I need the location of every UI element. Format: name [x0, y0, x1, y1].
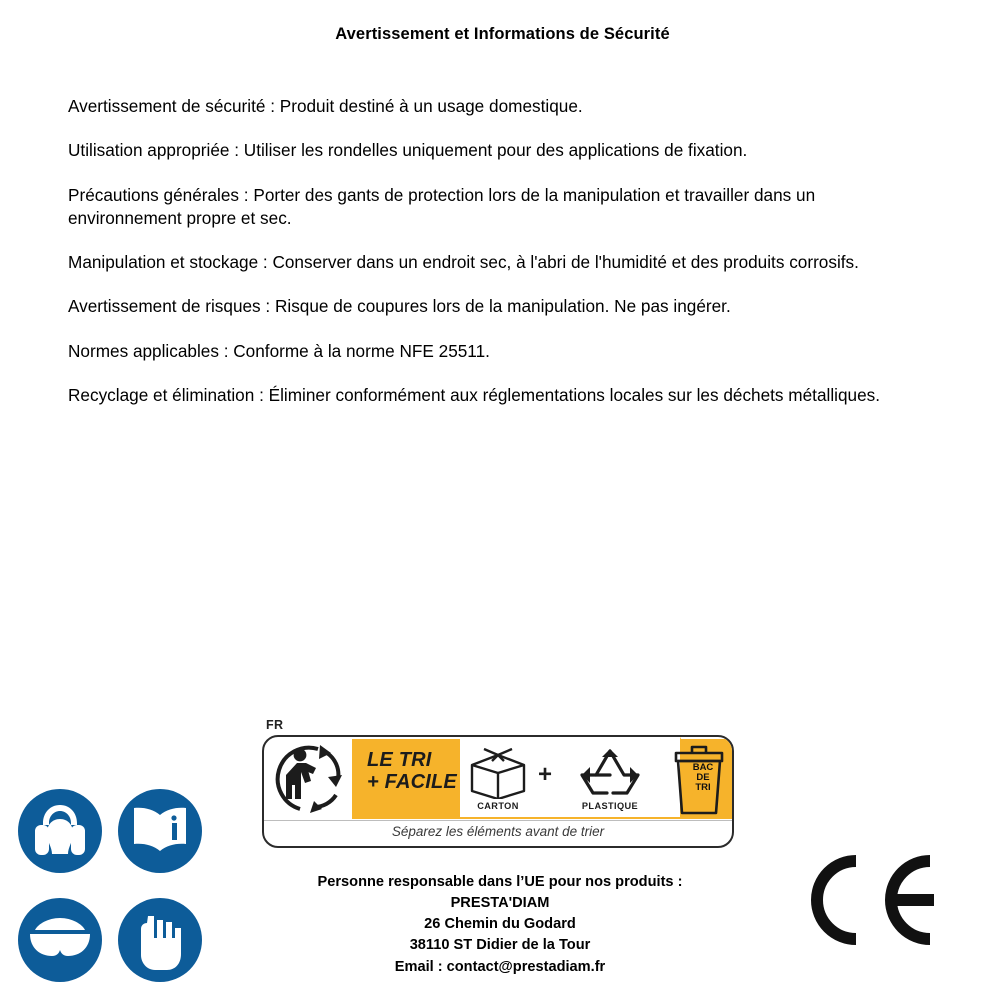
paragraph-proper-use: Utilisation appropriée : Utiliser les rondelles uniquement pour des applications de fixation.: [68, 140, 748, 161]
read-instructions-icon: [118, 789, 202, 873]
waste-bin-label-line1: BAC: [692, 762, 714, 773]
paragraph-general-precautions: Précautions générales : Porter des gants de protection lors de la manipulation et travailler dans un environnement propre et sec.: [68, 184, 816, 228]
responsible-eu: UE: [524, 874, 545, 890]
triman-headline: [367, 749, 459, 794]
triman-divider: [264, 820, 732, 821]
ear-protection-icon: [18, 789, 102, 873]
protective-gloves-icon: [118, 898, 202, 982]
waste-bin-label: [682, 763, 724, 793]
responsible-prefix: Personne responsable dans l’: [317, 874, 525, 890]
paragraph-safety-warning: Avertissement de sécurité : Produit destiné à un usage domestique.: [68, 96, 583, 117]
waste-bin-label-line3: TRI: [695, 781, 711, 793]
triman-country-code: FR: [266, 718, 284, 732]
ce-mark-icon: [800, 855, 940, 945]
triman-footer-text: Séparez les éléments avant de trier: [391, 824, 605, 839]
plastique-icon: [566, 743, 654, 817]
paragraph-applicable-standards: Normes applicables : Conforme à la norme NFE 25511.: [68, 340, 490, 361]
company-email: Email : contact@prestadiam.fr: [394, 958, 606, 975]
eye-protection-icon: [18, 898, 102, 982]
plastique-label: PLASTIQUE: [581, 801, 639, 811]
carton-label: CARTON: [477, 801, 519, 811]
responsible-suffix: pour nos produits :: [544, 874, 683, 890]
page-title: Avertissement et Informations de Sécurité: [335, 25, 670, 43]
safety-information-body: [68, 78, 922, 407]
company-city: 38110 ST Didier de la Tour: [409, 937, 591, 954]
paragraph-recycling-disposal: Recyclage et élimination : Éliminer conformément aux réglementations locales sur les déchets métalliques.: [68, 384, 881, 405]
paragraph-handling-storage: Manipulation et stockage : Conserver dans un endroit sec, à l'abri de l'humidité et des produits corrosifs.: [68, 252, 859, 273]
carton-icon: [462, 743, 534, 817]
responsible-person-line: [210, 872, 790, 893]
company-address: 26 Chemin du Godard: [424, 916, 576, 933]
triman-box: [262, 735, 734, 848]
responsible-person-block: [210, 872, 790, 978]
company-name: PRESTA'DIAM: [450, 895, 550, 912]
triman-recycling-label: [262, 718, 734, 848]
waste-bin-label-line2: DE: [696, 771, 710, 783]
triman-headline-line2: + FACILE: [367, 771, 457, 794]
paragraph-risk-warning: Avertissement de risques : Risque de coupures lors de la manipulation. Ne pas ingérer.: [68, 296, 731, 317]
triman-figure-icon: [270, 741, 352, 819]
triman-headline-line1: LE TRI: [367, 749, 432, 771]
plus-separator: +: [538, 761, 553, 788]
